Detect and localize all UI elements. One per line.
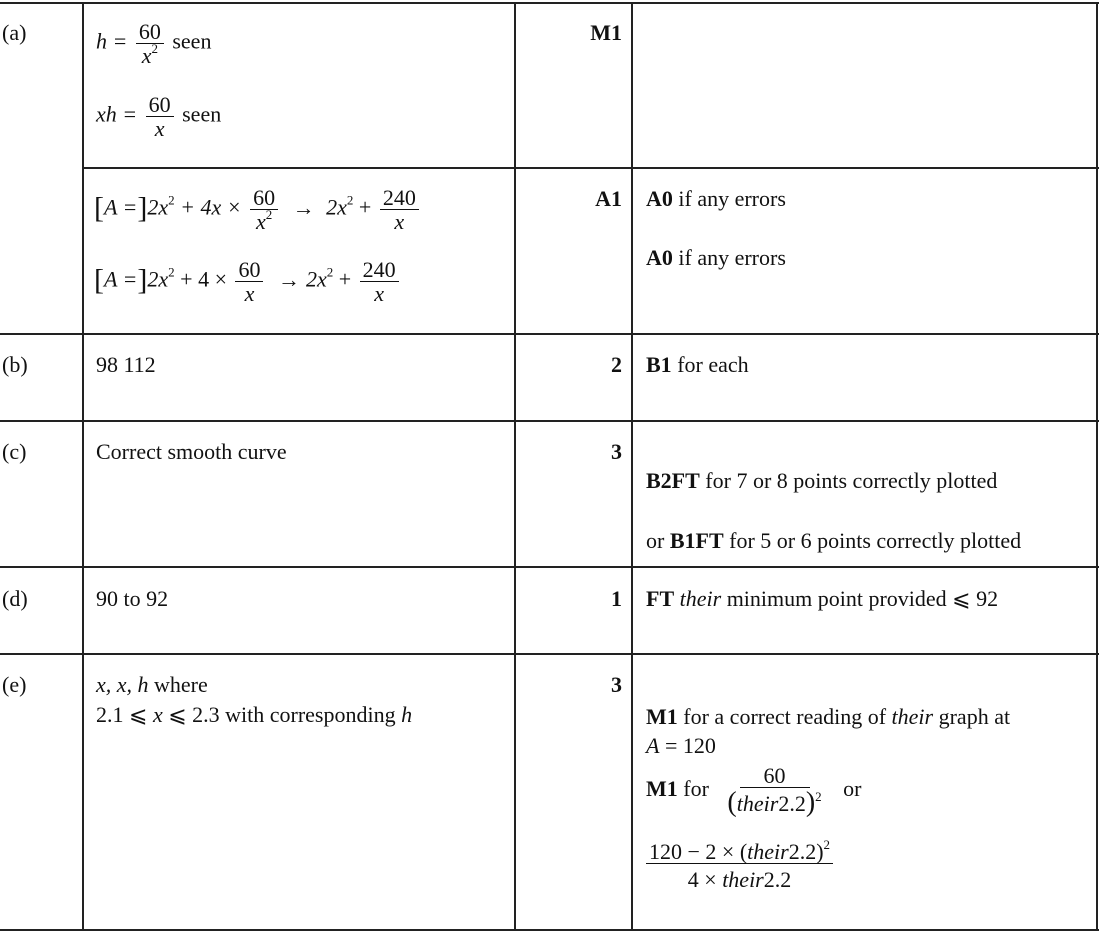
mark-e: 3 [611, 672, 622, 697]
paren-open: ( [727, 787, 737, 819]
answer-b: 98 112 [96, 352, 156, 377]
guidance-e-m1b [646, 764, 861, 817]
den-base: x [141, 43, 152, 69]
guidance-c-line1 [646, 468, 997, 494]
bracket-close: ] [137, 263, 148, 297]
part-label-e: (e) [2, 672, 27, 697]
guidance-text: if any errors [672, 186, 786, 211]
var-a: A = [104, 266, 138, 292]
term: 2x [305, 266, 327, 292]
fraction [724, 764, 824, 817]
mark-code: A0 [646, 245, 673, 270]
arrow-icon: → [292, 194, 315, 220]
column-divider [82, 2, 84, 931]
guidance-prefix: or [646, 528, 670, 553]
table-border-top [0, 2, 1099, 4]
fraction [646, 837, 833, 893]
value: 2.2 [778, 791, 806, 817]
part-label-b: (b) [2, 352, 28, 377]
range-upper: ⩽ 2.3 with corresponding [162, 702, 402, 727]
answer-d: 90 to 92 [96, 586, 169, 611]
numerator: 60 [740, 764, 810, 788]
their-text: their [891, 704, 934, 729]
guidance-c-line2 [646, 528, 1021, 554]
guidance-text: for 7 or 8 points correctly plotted [699, 468, 998, 493]
row-divider [0, 420, 1099, 422]
numerator: 240 [360, 258, 399, 282]
term: 2x [326, 194, 347, 220]
mark-a2: A1 [595, 186, 622, 211]
denominator [139, 41, 161, 69]
row-divider [0, 566, 1099, 568]
exponent: 2 [823, 837, 831, 852]
var-x: x [152, 702, 163, 727]
guidance-e-m1a [646, 702, 1010, 760]
guidance-text: for 5 or 6 points correctly plotted [723, 528, 1022, 553]
exponent: 2 [168, 264, 175, 280]
part-label-a: (a) [2, 20, 27, 45]
value: 2.2 [788, 839, 817, 864]
mark-code: M1 [646, 775, 678, 801]
operator: + [338, 266, 352, 292]
guidance-a2-line2 [646, 245, 786, 271]
or-text: or [843, 775, 862, 801]
expr-lhs: h = [96, 28, 128, 54]
term: 2x [147, 266, 169, 292]
denominator: x [374, 281, 385, 307]
den-prefix: 4 × [687, 867, 723, 893]
row-divider [0, 653, 1099, 655]
guidance-text: if any errors [672, 245, 786, 270]
var-a: A = [104, 194, 138, 220]
den-base: x [255, 209, 266, 235]
seen-text: seen [172, 28, 212, 54]
row-divider [83, 167, 1099, 169]
guidance-b [646, 352, 749, 378]
paren-close: ) [805, 787, 816, 819]
answer-c: Correct smooth curve [96, 439, 287, 464]
mark-code: B2FT [646, 468, 700, 493]
table-border-bottom [0, 929, 1099, 931]
their-text: their [736, 791, 779, 817]
operator: + [358, 194, 372, 220]
row-divider [0, 333, 1099, 335]
den-exponent: 2 [265, 207, 273, 223]
mark-code: FT [646, 586, 675, 611]
answer-e-line1 [96, 672, 208, 698]
numerator: 240 [380, 186, 419, 210]
mark-a1: M1 [590, 20, 622, 45]
column-divider [514, 2, 516, 931]
mark-code: B1 [646, 352, 672, 377]
denominator [685, 864, 794, 891]
var-h: h [401, 702, 413, 727]
mark-code: M1 [646, 704, 678, 729]
fraction [146, 93, 174, 140]
seen-text: seen [182, 101, 222, 127]
guidance-text: for [677, 775, 709, 801]
fraction [360, 258, 399, 305]
answer-a-line1 [96, 20, 211, 67]
num-prefix: 120 − 2 × ( [649, 839, 748, 864]
column-divider [631, 2, 633, 931]
answer-a-line2 [96, 93, 221, 140]
denominator: x [244, 281, 255, 307]
denominator [253, 207, 275, 235]
bracket-open: [ [94, 191, 104, 225]
numerator: 60 [146, 93, 174, 117]
arrow-icon: → [277, 266, 300, 292]
denominator: x [394, 209, 405, 235]
term: 2x [147, 194, 169, 220]
numerator [646, 837, 833, 864]
bracket-close: ] [137, 191, 148, 225]
exponent: 2 [168, 192, 175, 208]
numerator: 60 [136, 20, 164, 44]
guidance-d [646, 586, 998, 612]
exponent: 2 [815, 789, 822, 805]
guidance-text: minimum point provided ⩽ 92 [721, 586, 999, 611]
denominator: x [154, 116, 165, 142]
expr-lhs: xh = [96, 101, 138, 127]
den-exponent: 2 [151, 41, 158, 57]
denominator [724, 788, 824, 817]
guidance-a2-line1 [646, 186, 786, 212]
mark-code: A0 [646, 186, 673, 211]
bracket-open: [ [94, 263, 104, 297]
paren-close: ) [816, 839, 824, 864]
answer-text: where [148, 672, 208, 697]
value: 2.2 [763, 867, 792, 893]
operator: + 4 × [180, 266, 227, 292]
guidance-e-m1c [646, 837, 833, 893]
their-text: their [722, 867, 764, 893]
guidance-text: = 120 [659, 733, 716, 758]
part-label-c: (c) [2, 439, 27, 464]
their-text: their [747, 839, 789, 864]
guidance-text: for a correct reading of [677, 704, 892, 729]
guidance-text: for each [671, 352, 749, 377]
mark-code: B1FT [669, 528, 724, 553]
exponent: 2 [346, 192, 354, 208]
answer-e-line2 [96, 702, 412, 728]
var-a: A [646, 733, 660, 758]
fraction [380, 186, 419, 233]
guidance-text: graph at [933, 704, 1011, 729]
answer-a-area-line2 [94, 258, 402, 305]
mark-b: 2 [611, 352, 622, 377]
fraction [235, 258, 263, 305]
table-border-right [1096, 2, 1098, 931]
their-text: their [679, 586, 722, 611]
exponent: 2 [326, 264, 334, 280]
variables: x, x, h [96, 672, 149, 697]
part-label-d: (d) [2, 586, 28, 611]
numerator: 60 [250, 186, 278, 210]
operator: + 4x × [180, 194, 242, 220]
mark-d: 1 [611, 586, 622, 611]
answer-a-area-line1 [94, 186, 422, 233]
fraction [250, 186, 278, 233]
range-lower: 2.1 ⩽ [96, 702, 153, 727]
numerator: 60 [235, 258, 263, 282]
mark-c: 3 [611, 439, 622, 464]
fraction [136, 20, 164, 67]
